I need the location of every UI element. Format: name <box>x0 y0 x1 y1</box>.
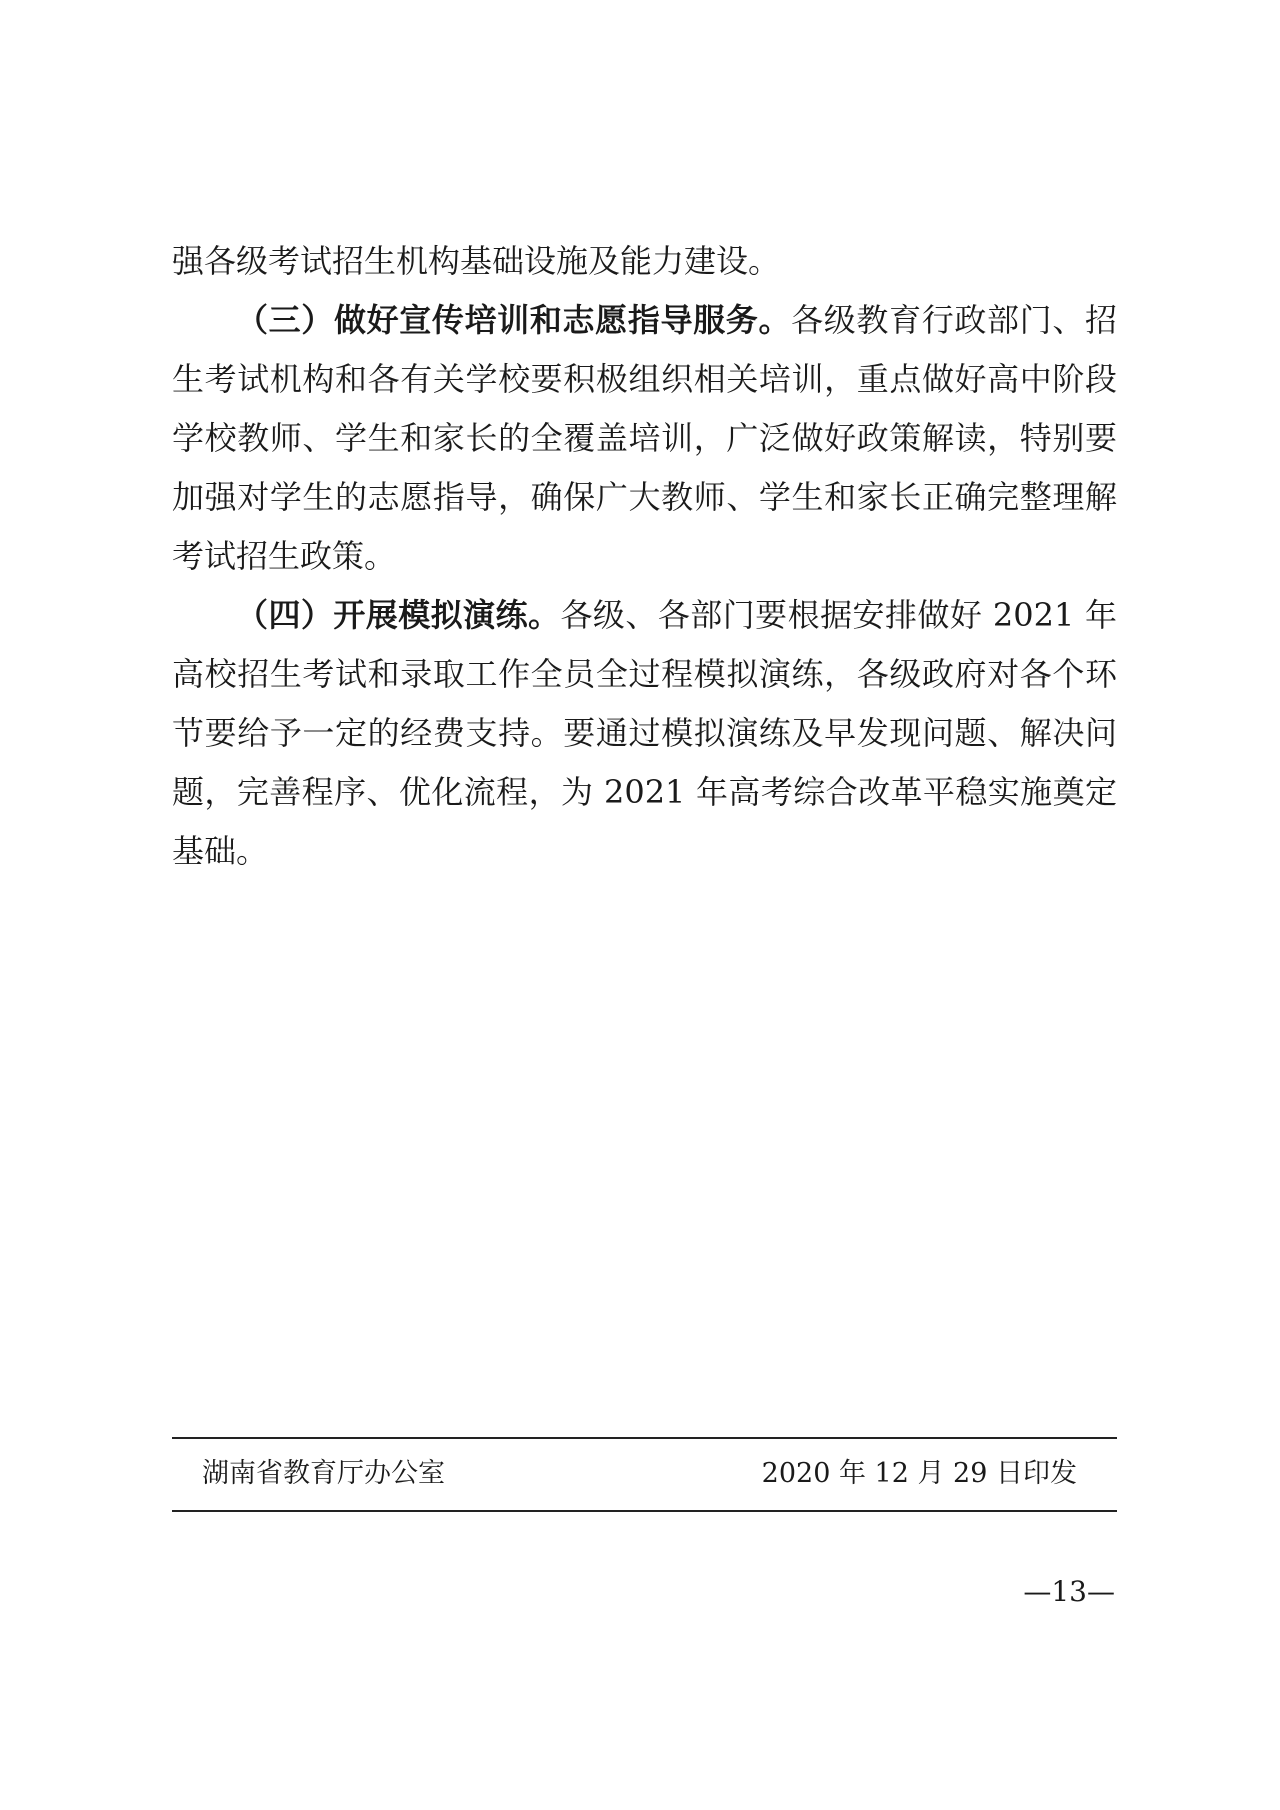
paragraph-text: 各级教育行政部门、招生考试机构和各有关学校要积极组织相关培训，重点做好高中阶段学校教师、学生和家长的全覆盖培训，广泛做好政策解读，特别要加强对学生的志愿指导，确保广大教师、学生和家长正确完整理解考试招生政策。 <box>172 301 1117 575</box>
page-number: —13— <box>1023 1575 1115 1608</box>
issue-date: 2020 年 12 月 29 日印发 <box>761 1458 1077 1489</box>
footer-top-rule <box>172 1437 1117 1439</box>
paragraph-section-4 <box>172 586 1117 881</box>
paragraph-section-3 <box>172 291 1117 586</box>
paragraph-text: 强各级考试招生机构基础设施及能力建设。 <box>172 242 781 280</box>
paragraph-text: 各级、各部门要根据安排做好 2021 年高校招生考试和录取工作全员全过程模拟演练，各级政府对各个环节要给予一定的经费支持。要通过模拟演练及早发现问题、解决问题，完善程序、优化流程，为 2021 年高考综合改革平稳实施奠定基础。 <box>172 596 1117 870</box>
paragraph-continuation <box>172 232 1117 291</box>
section-heading: （三）做好宣传培训和志愿指导服务。 <box>236 301 792 339</box>
footer-bottom-rule <box>172 1510 1117 1512</box>
issuance-footer <box>172 1452 1117 1496</box>
issuer-name: 湖南省教育厅办公室 <box>202 1458 445 1489</box>
document-body <box>172 232 1117 881</box>
section-heading: （四）开展模拟演练。 <box>236 596 561 634</box>
